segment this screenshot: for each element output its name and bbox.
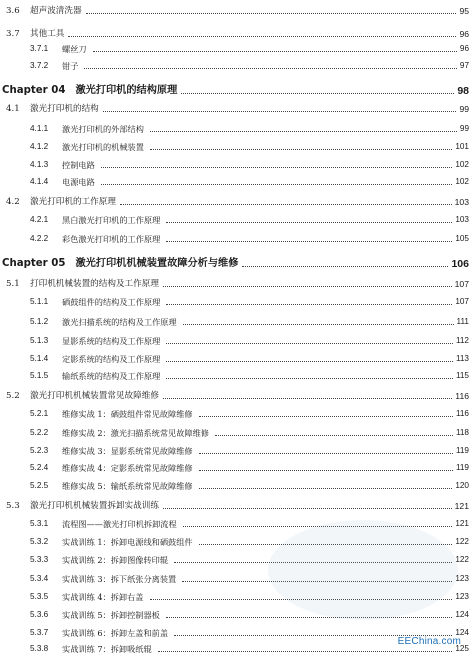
dot-leader [101, 166, 453, 168]
toc-subsection-entry [0, 211, 469, 225]
toc-entry-page: 124 [455, 628, 469, 637]
toc-subsection-entry [0, 367, 469, 381]
toc-entry-title: 维修实战 2：激光扫描系统常见故障维修 [62, 428, 209, 438]
dot-leader [163, 507, 452, 509]
toc-entry-title: 实战训练 7：拆卸吸纸辊 [62, 644, 152, 654]
toc-entry-title: 激光打印机的结构 [30, 104, 99, 114]
toc-entry-number: Chapter 04 [2, 85, 66, 96]
toc-entry-title: 维修实战 3：显影系统常见故障维修 [62, 446, 193, 456]
dot-leader [199, 452, 453, 454]
toc-entry-number: 4.1.2 [30, 142, 49, 151]
toc-subsection-entry [0, 138, 469, 152]
toc-entry-title: 彩色激光打印机的工作原理 [62, 234, 161, 244]
toc-subsection-entry [0, 57, 469, 71]
toc-entry-title: 激光打印机机械装置故障分析与维修 [75, 258, 239, 269]
toc-entry-number: 5.3.8 [30, 644, 49, 653]
toc-entry-number: 5.3.7 [30, 628, 49, 637]
toc-entry-title: 输纸系统的结构及工作原理 [62, 371, 161, 381]
toc-entry-page: 113 [455, 354, 469, 363]
dot-leader [183, 323, 454, 325]
toc-subsection-entry [0, 405, 469, 419]
toc-entry-page: 97 [459, 61, 469, 70]
dot-leader [199, 415, 453, 417]
toc-entry-page: 105 [455, 234, 469, 243]
toc-entry-number: 3.6 [6, 6, 20, 16]
toc-entry-title: 超声波清洗器 [30, 6, 82, 16]
toc-entry-title: 黑白激光打印机的工作原理 [62, 215, 161, 225]
toc-entry-number: 4.1.3 [30, 160, 49, 169]
toc-subsection-entry [0, 293, 469, 307]
toc-entry-title: 钳子 [62, 61, 79, 71]
toc-entry-number: 4.2.1 [30, 215, 49, 224]
dot-leader [120, 203, 452, 205]
toc-entry-number: 4.1 [6, 104, 20, 114]
toc-subsection-entry [0, 477, 469, 491]
toc-section-entry [0, 387, 469, 401]
toc-entry-page: 96 [459, 29, 469, 39]
toc-entry-number: 5.2.1 [30, 409, 49, 418]
toc-entry-number: 4.1.4 [30, 177, 49, 186]
toc-entry-page: 99 [459, 104, 469, 114]
dot-leader [166, 360, 453, 362]
toc-entry-page: 95 [459, 6, 469, 16]
toc-entry-number: 5.2.3 [30, 446, 49, 455]
dot-leader [103, 110, 457, 112]
toc-subsection-entry [0, 350, 469, 364]
toc-entry-title: 实战训练 6：拆卸左盖和前盖 [62, 628, 169, 638]
toc-entry-page: 119 [455, 446, 469, 455]
toc-entry-title: 激光打印机机械装置常见故障维修 [30, 391, 159, 401]
dot-leader [181, 92, 454, 94]
toc-entry-page: 102 [455, 160, 469, 169]
toc-entry-number: 5.1.1 [30, 297, 49, 306]
toc-subsection-entry [0, 424, 469, 438]
toc-entry-number: 5.2.2 [30, 428, 49, 437]
dot-leader [215, 434, 453, 436]
dot-leader [150, 148, 452, 150]
toc-section-entry [0, 25, 469, 39]
toc-entry-title: 控制电路 [62, 160, 95, 170]
toc-entry-page: 119 [455, 463, 469, 472]
dot-leader [86, 12, 457, 14]
toc-entry-title: 流程图——激光打印机拆卸流程 [62, 519, 177, 529]
toc-entry-page: 103 [455, 215, 469, 224]
toc-entry-number: 5.2.4 [30, 463, 49, 472]
toc-entry-page: 107 [455, 297, 469, 306]
toc-entry-number: 5.1.2 [30, 317, 49, 326]
toc-entry-title: 激光打印机的工作原理 [30, 197, 116, 207]
toc-section-entry [0, 100, 469, 114]
toc-entry-number: 3.7.2 [30, 61, 49, 70]
toc-entry-page: 124 [455, 610, 469, 619]
toc-entry-number: 5.2 [6, 391, 20, 401]
toc-entry-page: 120 [455, 481, 469, 490]
toc-chapter-entry [0, 251, 469, 269]
toc-entry-title: 实战训练 3：拆下纸张分离装置 [62, 574, 177, 584]
dot-leader [166, 377, 453, 379]
dot-leader [158, 650, 453, 652]
toc-entry-page: 121 [455, 519, 469, 528]
toc-entry-title: 实战训练 2：拆卸图像转印辊 [62, 555, 169, 565]
dot-leader [166, 616, 452, 618]
toc-entry-title: 维修实战 1：硒鼓组件常见故障维修 [62, 409, 193, 419]
toc-entry-number: 3.7 [6, 29, 20, 39]
toc-entry-number: 4.2 [6, 197, 20, 207]
toc-entry-title: 激光打印机机械装置拆卸实战训练 [30, 501, 159, 511]
toc-entry-number: 5.1 [6, 279, 20, 289]
toc-subsection-entry [0, 459, 469, 473]
toc-entry-page: 116 [455, 391, 469, 401]
dot-leader [199, 487, 453, 489]
toc-entry-page: 98 [457, 85, 469, 97]
toc-subsection-entry [0, 40, 469, 54]
toc-entry-page: 112 [455, 336, 469, 345]
toc-entry-number: 5.3.4 [30, 574, 49, 583]
toc-section-entry [0, 497, 469, 511]
toc-entry-number: 3.7.1 [30, 44, 49, 53]
toc-entry-title: 维修实战 5：输纸系统常见故障维修 [62, 481, 193, 491]
toc-entry-page: 115 [455, 371, 469, 380]
dot-leader [68, 35, 456, 37]
watermark-text: EEChina.com [397, 636, 461, 647]
toc-section-entry [0, 2, 469, 16]
toc-entry-page: 118 [455, 428, 469, 437]
toc-entry-title: 螺丝刀 [62, 44, 87, 54]
dot-leader [199, 469, 453, 471]
toc-entry-page: 123 [455, 574, 469, 583]
toc-entry-page: 101 [455, 142, 469, 151]
toc-entry-number: 5.3.6 [30, 610, 49, 619]
toc-entry-page: 116 [455, 409, 469, 418]
toc-subsection-entry [0, 313, 469, 327]
toc-subsection-entry [0, 442, 469, 456]
toc-entry-title: 实战训练 1：拆卸电源线和硒鼓组件 [62, 537, 193, 547]
dot-leader [84, 67, 457, 69]
dot-leader [242, 265, 448, 267]
toc-subsection-entry [0, 332, 469, 346]
dot-leader [101, 183, 453, 185]
toc-entry-page: 121 [454, 501, 469, 511]
toc-entry-number: 5.2.5 [30, 481, 49, 490]
toc-entry-page: 107 [454, 279, 469, 289]
toc-section-entry [0, 193, 469, 207]
toc-entry-number: Chapter 05 [2, 258, 66, 269]
toc-entry-title: 打印机机械装置的结构及工作原理 [30, 279, 159, 289]
toc-entry-number: 5.3 [6, 501, 20, 511]
toc-subsection-entry [0, 230, 469, 244]
dot-leader [163, 397, 452, 399]
toc-entry-number: 5.1.5 [30, 371, 49, 380]
toc-entry-title: 激光打印机的结构原理 [75, 85, 178, 96]
toc-chapter-entry [0, 78, 469, 96]
toc-entry-title: 激光打印机的机械装置 [62, 142, 144, 152]
toc-entry-page: 122 [455, 555, 469, 564]
toc-entry-page: 106 [451, 258, 469, 270]
watermark-stamp [268, 520, 458, 620]
toc-entry-title: 维修实战 4：定影系统常见故障维修 [62, 463, 193, 473]
toc-subsection-entry [0, 156, 469, 170]
toc-entry-page: 103 [454, 197, 469, 207]
dot-leader [93, 50, 457, 52]
toc-entry-number: 5.1.3 [30, 336, 49, 345]
toc-entry-title: 其他工具 [30, 29, 65, 39]
toc-entry-number: 4.2.2 [30, 234, 49, 243]
toc-entry-title: 激光扫描系统的结构及工作原理 [62, 317, 177, 327]
toc-entry-page: 99 [459, 124, 469, 133]
toc-entry-title: 电源电路 [62, 177, 95, 187]
toc-entry-title: 硒鼓组件的结构及工作原理 [62, 297, 161, 307]
toc-entry-title: 实战训练 5：拆卸控制器板 [62, 610, 160, 620]
toc-entry-title: 实战训练 4：拆卸右盖 [62, 592, 144, 602]
toc-entry-number: 5.1.4 [30, 354, 49, 363]
dot-leader [166, 342, 453, 344]
dot-leader [166, 240, 452, 242]
dot-leader [166, 221, 452, 223]
toc-entry-page: 122 [455, 537, 469, 546]
toc-entry-number: 5.3.5 [30, 592, 49, 601]
toc-entry-number: 5.3.1 [30, 519, 49, 528]
toc-entry-page: 125 [455, 644, 469, 653]
toc-entry-number: 5.3.2 [30, 537, 49, 546]
dot-leader [163, 285, 452, 287]
toc-entry-page: 123 [455, 592, 469, 601]
toc-entry-title: 显影系统的结构及工作原理 [62, 336, 161, 346]
toc-entry-number: 4.1.1 [30, 124, 49, 133]
toc-entry-page: 102 [455, 177, 469, 186]
toc-entry-page: 111 [456, 317, 469, 326]
toc-entry-page: 96 [459, 44, 469, 53]
toc-subsection-entry [0, 120, 469, 134]
toc-subsection-entry [0, 173, 469, 187]
toc-entry-title: 定影系统的结构及工作原理 [62, 354, 161, 364]
toc-entry-title: 激光打印机的外部结构 [62, 124, 144, 134]
dot-leader [166, 303, 452, 305]
dot-leader [150, 130, 457, 132]
toc-section-entry [0, 275, 469, 289]
toc-entry-number: 5.3.3 [30, 555, 49, 564]
